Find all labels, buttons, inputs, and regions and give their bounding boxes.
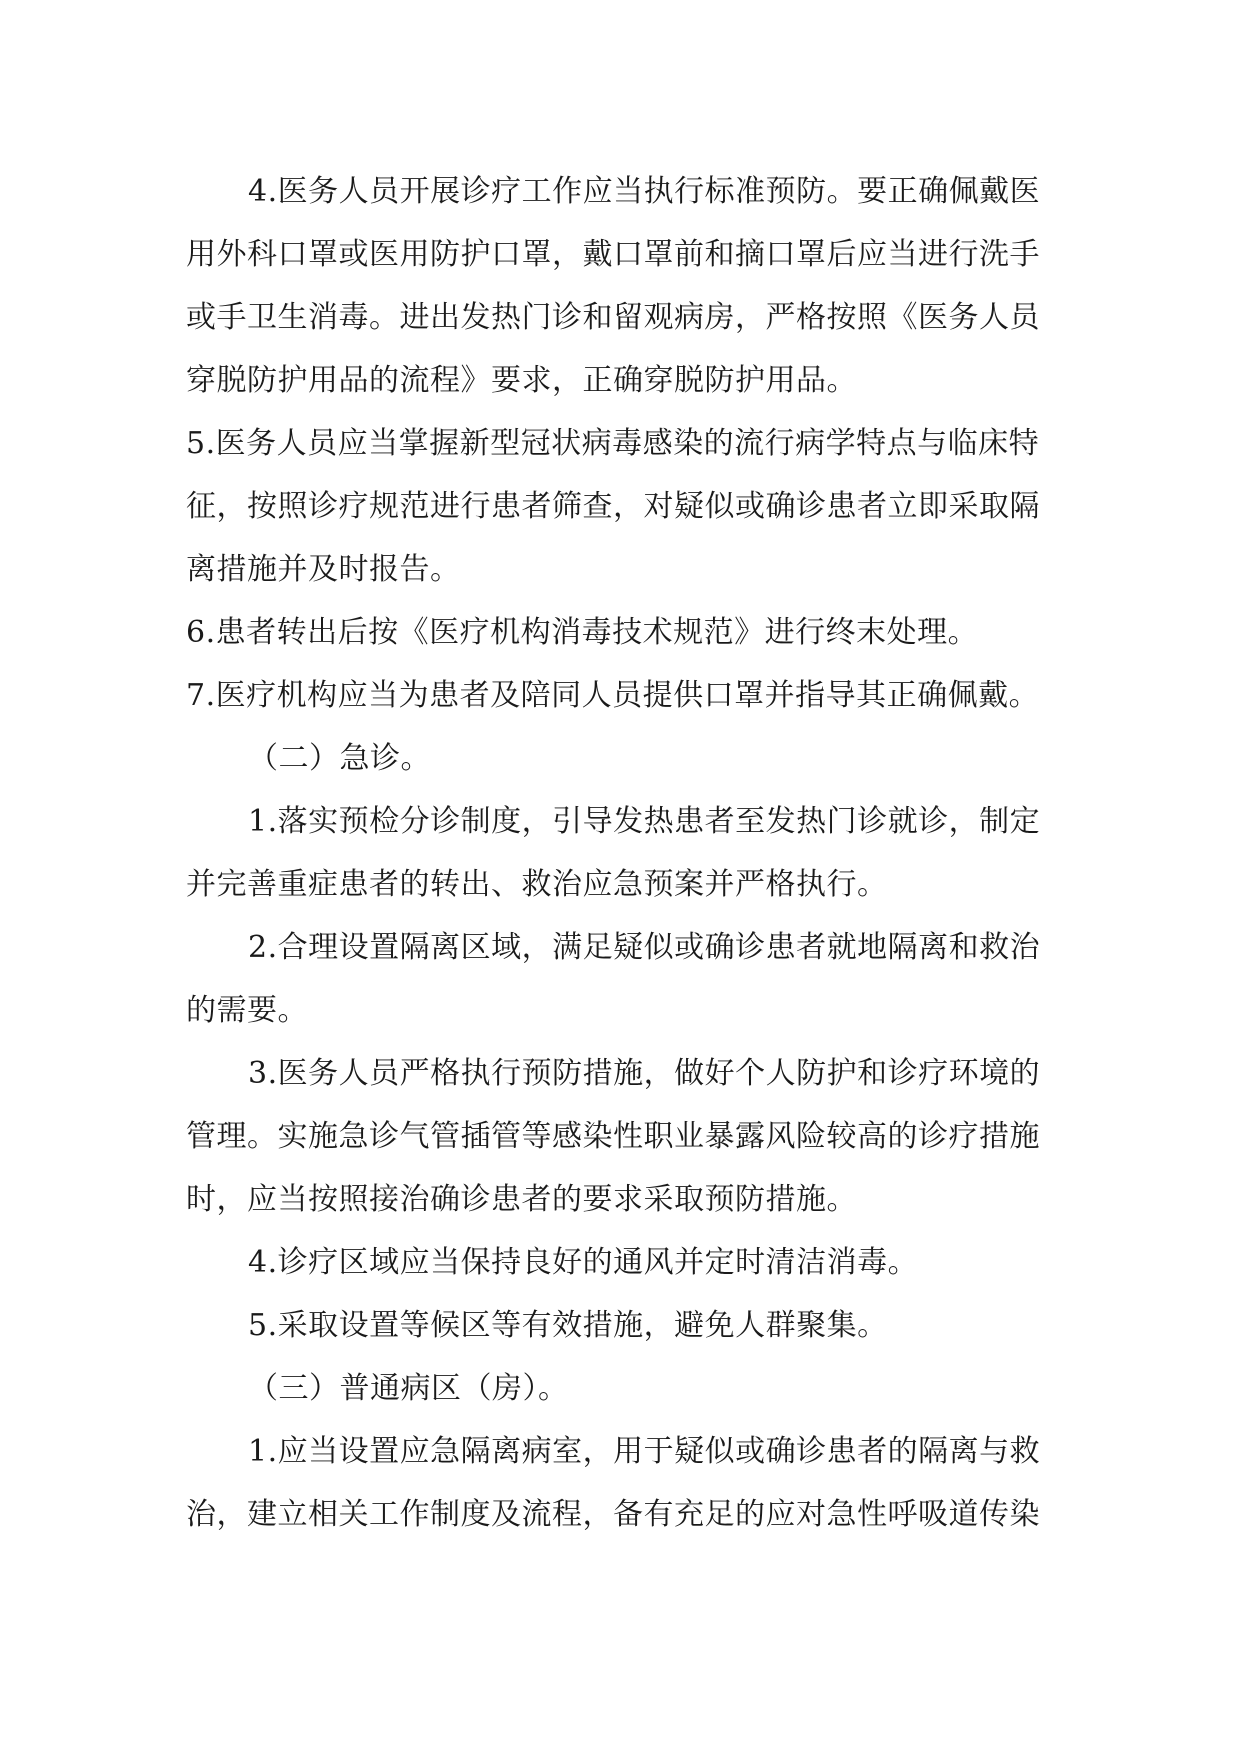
paragraph-triage-system: 1.落实预检分诊制度，引导发热患者至发热门诊就诊，制定并完善重症患者的转出、救治应急预案并严格执行。 bbox=[186, 804, 1041, 902]
paragraph-ventilation: 4.诊疗区域应当保持良好的通风并定时清洁消毒。 bbox=[248, 1245, 919, 1280]
paragraph-terminal-disinfection: 6.患者转出后按《医疗机构消毒技术规范》进行终末处理。 bbox=[186, 615, 979, 650]
document-body bbox=[186, 160, 1056, 1546]
paragraph-staff-screening: 5.医务人员应当掌握新型冠状病毒感染的流行病学特点与临床特征，按照诊疗规范进行患者筛查，对疑似或确诊患者立即采取隔离措施并及时报告。 bbox=[186, 426, 1040, 587]
section-heading-general-ward: （三）普通病区（房）。 bbox=[248, 1371, 569, 1406]
paragraph-waiting-area: 5.采取设置等候区等有效措施，避免人群聚集。 bbox=[248, 1308, 888, 1343]
paragraph-isolation-area: 2.合理设置隔离区域，满足疑似或确诊患者就地隔离和救治的需要。 bbox=[186, 930, 1041, 1028]
paragraph-staff-standard-precautions: 4.医务人员开展诊疗工作应当执行标准预防。要正确佩戴医用外科口罩或医用防护口罩，戴口罩前和摘口罩后应当进行洗手或手卫生消毒。进出发热门诊和留观病房，严格按照《医务人员穿脱防护用品的流程》要求，正确穿脱防护用品。 bbox=[186, 174, 1041, 398]
paragraph-emergency-isolation-room: 1.应当设置应急隔离病室，用于疑似或确诊患者的隔离与救治，建立相关工作制度及流程，备有充足的应对急性呼吸道传染 bbox=[186, 1434, 1041, 1532]
section-heading-emergency: （二）急诊。 bbox=[248, 741, 431, 776]
paragraph-preventive-measures: 3.医务人员严格执行预防措施，做好个人防护和诊疗环境的管理。实施急诊气管插管等感染性职业暴露风险较高的诊疗措施时，应当按照接治确诊患者的要求采取预防措施。 bbox=[186, 1056, 1041, 1217]
paragraph-provide-masks: 7.医疗机构应当为患者及陪同人员提供口罩并指导其正确佩戴。 bbox=[186, 678, 1040, 713]
